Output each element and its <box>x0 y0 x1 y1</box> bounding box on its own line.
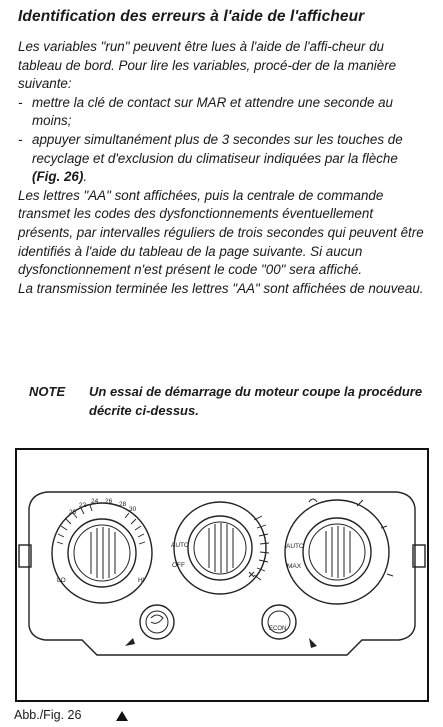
right-knob <box>303 518 371 586</box>
intro-paragraph: Les variables "run" peuvent être lues à l'aide de l'affi-cheur du tableau de bord. Pour lire les variables, procé-der de la manière suivante: <box>18 39 397 92</box>
note-label: NOTE <box>29 384 66 399</box>
left-knob <box>68 519 136 587</box>
scale-label: 28 <box>119 501 127 508</box>
note-text: Un essai de démarrage du moteur coupe la procédure décrite ci-dessus. <box>89 384 423 418</box>
econ-button <box>262 605 296 639</box>
recycle-button <box>140 605 174 639</box>
right-knob-ring <box>285 500 389 604</box>
step-text: appuyer simultanément plus de 3 secondes sur les touches de recyclage et d'exclusion du climatiseur indiquées par la flèche <box>32 131 403 166</box>
scale-label: 22 <box>79 502 87 509</box>
knob-label-hi: HI <box>138 577 145 584</box>
step-text: mettre la clé de contact sur MAR et attendre une seconde au moins; <box>32 94 394 129</box>
section-title: Identification des erreurs à l'aide de l'afficheur <box>18 8 365 25</box>
paragraph-2: Les lettres "AA" sont affichées, puis la centrale de commande transmet les codes des dysfonctionnements éventuellement présents, par intervalles réguliers de trois secondes qui peuvent être identifiés à l'aide du tableau de la page suivante. Si aucun dysfonctionnement n'est présent le code "00" sera affiché. <box>18 187 424 278</box>
punctuation: . <box>83 169 88 185</box>
left-knob-ring <box>52 503 152 603</box>
recycle-icon <box>151 615 163 623</box>
arrow-icon <box>125 638 135 646</box>
airflow-icons <box>309 499 393 576</box>
list-dash: - <box>18 94 23 110</box>
paragraph-3: La transmission terminée les lettres "AA" sont affichées de nouveau. <box>18 280 424 296</box>
knob-label-lo: LO <box>57 577 66 584</box>
body-text <box>18 38 426 298</box>
scale-label: 20 <box>69 509 77 516</box>
scale-label: 30 <box>129 506 137 513</box>
step-item <box>18 94 426 131</box>
note-block <box>29 383 429 420</box>
knob-label-auto: AUTO <box>171 542 189 549</box>
scale-label: 24 <box>91 498 99 505</box>
warning-triangle-icon <box>116 711 128 721</box>
knob-label-off: OFF <box>172 562 185 569</box>
fan-icon <box>249 572 254 577</box>
middle-knob <box>188 516 252 580</box>
list-dash: - <box>18 131 23 147</box>
knob-label-max: MAX <box>287 563 302 570</box>
scale-label: 26 <box>105 498 113 505</box>
figure-reference: (Fig. 26) <box>32 169 84 185</box>
arrow-icon <box>309 638 317 648</box>
knob-label-auto: AUTO <box>286 543 304 550</box>
climate-control-panel-illustration <box>17 450 427 700</box>
step-item <box>18 131 426 187</box>
figure-caption: Abb./Fig. 26 <box>14 708 82 722</box>
econ-label: ECON <box>269 626 287 632</box>
